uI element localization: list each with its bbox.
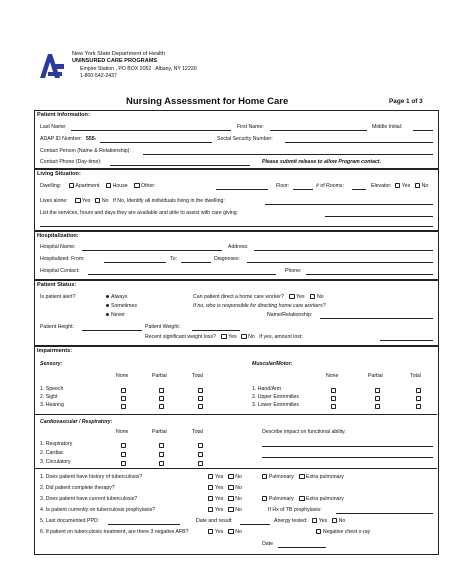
date-field[interactable]: [278, 547, 326, 548]
hospital-name-label: Hospital Name:: [40, 244, 76, 250]
name-relationship-field[interactable]: [320, 318, 433, 319]
cardiac-label: 2. Cardiac: [40, 450, 64, 456]
amount-lost-field[interactable]: [380, 340, 433, 341]
hospital-phone-label: Phone:: [285, 268, 302, 274]
diagnoses-field[interactable]: [247, 262, 433, 263]
sight-partial-checkbox[interactable]: [159, 396, 164, 401]
neg-chest-checkbox[interactable]: [316, 529, 321, 534]
middle-initial-field[interactable]: [413, 130, 433, 131]
page-number: Page 1 of 3: [389, 98, 423, 105]
org-program: UNINSURED CARE PROGRAMS: [72, 58, 158, 64]
diagnoses-label: Diagnoses:: [214, 256, 240, 262]
alert-never-option[interactable]: [106, 312, 125, 318]
services-field[interactable]: [325, 216, 433, 217]
neg-chest-row: [316, 529, 370, 535]
tb-q5: 5. Last documented PPD:: [40, 518, 100, 524]
tb-q4-no-label: No: [235, 507, 242, 514]
respiratory-none-checkbox[interactable]: [121, 443, 126, 448]
motor-total-header: Total: [410, 373, 421, 379]
nys-doh-logo-icon: [38, 50, 68, 80]
direct-yes-checkbox[interactable]: [289, 294, 294, 299]
circulatory-label: 3. Circulatory: [40, 459, 71, 465]
describe-impact-field-1[interactable]: [262, 446, 433, 447]
tb-q2-yes-label: Yes: [214, 485, 224, 492]
hospital-address-label: Address:: [228, 244, 249, 250]
elevator-yes-checkbox[interactable]: [395, 183, 400, 188]
hospitalization-heading: Hospitalization:: [37, 233, 79, 239]
ssn-label: Social Security Number:: [217, 136, 273, 142]
sight-total-checkbox[interactable]: [198, 396, 203, 401]
date-label: Date: [262, 541, 273, 547]
sight-none-checkbox[interactable]: [121, 396, 126, 401]
direct-worker-row: [193, 294, 324, 300]
direct-no-label: No: [316, 294, 324, 301]
tb-q2-yes-no: [208, 485, 242, 491]
org-name: New York State Department of Health: [72, 51, 165, 57]
tb-q1-types: [262, 474, 344, 480]
weight-loss-no-checkbox[interactable]: [241, 334, 246, 339]
contact-person-label: Contact Person (Name & Relationship):: [40, 148, 131, 154]
tb-q6: 6. If patient on tuberculosis treatment, are there 3 negative AFB?: [40, 529, 189, 535]
hospital-contact-label: Hospital Contact:: [40, 268, 80, 274]
speech-total-checkbox[interactable]: [198, 388, 203, 393]
cardio-none-header: None: [116, 429, 129, 435]
release-note: Please submit release to allow Program contact.: [262, 159, 382, 165]
hand-arm-label: 1. Hand/Arm: [252, 386, 282, 392]
tb-divider: [34, 468, 437, 469]
cardio-total-header: Total: [192, 429, 203, 435]
hearing-label: 3. Hearing: [40, 402, 64, 408]
date-result-label: Date and result:: [196, 518, 233, 524]
upper-extremities-none-checkbox[interactable]: [331, 396, 336, 401]
hospitalized-to-label: To:: [170, 256, 177, 262]
services-field-line2[interactable]: [40, 226, 433, 227]
respiratory-label: 1. Respiratory: [40, 441, 73, 447]
sight-label: 2. Sight: [40, 394, 58, 400]
other-dwelling-field[interactable]: [216, 189, 268, 190]
lower-extremities-partial-checkbox[interactable]: [375, 404, 380, 409]
last-name-label: Last Name:: [40, 124, 67, 130]
sensory-heading: Sensory:: [40, 361, 63, 367]
elevator-row: [371, 183, 428, 189]
hearing-partial-checkbox[interactable]: [159, 404, 164, 409]
patient-info-heading: Patient Information:: [37, 112, 90, 118]
cardiac-none-checkbox[interactable]: [121, 452, 126, 457]
cardio-heading: Cardiovascular / Respiratory:: [40, 419, 113, 425]
tb-q1: 1. Does patient have history of tuberculosis?: [40, 474, 143, 480]
other-label: Other:: [141, 183, 156, 190]
services-label: List the services, hours and days they are available and able to assist with care giving:: [40, 210, 239, 216]
tb-q3-types: [262, 496, 344, 502]
cardiac-total-checkbox[interactable]: [198, 452, 203, 457]
responsible-question: If no, who is responsible for directing home care workers?: [193, 303, 326, 309]
org-address: Empire Station , PO BOX 2052 . Albany, NY 12220: [80, 66, 197, 72]
q3-pulmonary-checkbox[interactable]: [262, 496, 267, 501]
household-members-field[interactable]: [265, 204, 433, 205]
lower-extremities-total-checkbox[interactable]: [416, 404, 421, 409]
sensory-total-header: Total: [192, 373, 203, 379]
name-relationship-label: Name/Relationship:: [267, 312, 313, 318]
org-phone: 1-800-542-2437: [80, 73, 117, 79]
last-name-field[interactable]: [71, 130, 231, 131]
upper-extremities-label: 2. Upper Extremities: [252, 394, 299, 400]
tb-q1-yes-no: [208, 474, 242, 480]
floor-label: Floor:: [276, 183, 290, 189]
floor-field[interactable]: [293, 189, 313, 190]
tb-q2-no-checkbox[interactable]: [228, 485, 233, 490]
hospitalized-from-field[interactable]: [104, 262, 166, 263]
height-label: Patient Height:: [40, 324, 75, 330]
living-heading: Living Situation:: [37, 171, 81, 177]
q1-extra-pulmonary-label: Extra pulmonary: [306, 474, 344, 481]
adap-id-field[interactable]: [100, 142, 212, 143]
tb-q3-no-label: No: [235, 496, 242, 503]
amount-lost-label: If yes, amount lost:: [259, 334, 303, 341]
rooms-label: # of Rooms:: [316, 183, 344, 189]
motor-none-header: None: [326, 373, 339, 379]
lives-alone-yes-checkbox[interactable]: [75, 198, 80, 203]
sometimes-label: Sometimes: [111, 303, 137, 309]
lives-alone-row: [40, 198, 225, 204]
motor-partial-header: Partial: [368, 373, 383, 379]
q1-extra-pulmonary-checkbox[interactable]: [299, 474, 304, 479]
respiratory-total-checkbox[interactable]: [198, 443, 203, 448]
direct-yes-label: Yes: [296, 294, 305, 301]
tb-q3: 3. Does patient have current tuberculosis?: [40, 496, 138, 502]
lives-alone-label: Lives alone:: [40, 198, 68, 205]
impairments-divider: [34, 414, 437, 415]
tb-q6-yes-label: Yes: [214, 529, 224, 536]
never-radio[interactable]: [106, 313, 109, 316]
tb-q6-no-checkbox[interactable]: [228, 529, 233, 534]
sensory-none-header: None: [116, 373, 129, 379]
alert-question: Is patient alert?: [40, 294, 76, 300]
hearing-total-checkbox[interactable]: [198, 404, 203, 409]
hand-arm-partial-checkbox[interactable]: [375, 388, 380, 393]
upper-extremities-partial-checkbox[interactable]: [375, 396, 380, 401]
tb-q4-no-checkbox[interactable]: [228, 507, 233, 512]
contact-person-field[interactable]: [143, 154, 433, 155]
anergy-row: [274, 518, 345, 524]
cardio-partial-header: Partial: [152, 429, 167, 435]
tb-q2-no-label: No: [235, 485, 242, 492]
weight-field[interactable]: [192, 330, 240, 331]
neg-chest-label: Negative chest x-ray: [322, 529, 371, 536]
describe-impact-field-2[interactable]: [262, 457, 433, 458]
sensory-partial-header: Partial: [152, 373, 167, 379]
sometimes-radio[interactable]: [106, 304, 109, 307]
hospitalized-from-label: Hospitalized: From:: [40, 256, 85, 262]
tb-q1-no-checkbox[interactable]: [228, 474, 233, 479]
tb-q3-no-checkbox[interactable]: [228, 496, 233, 501]
patient-status-heading: Patient Status:: [37, 282, 77, 288]
weight-loss-question: Recent significant weight loss?: [145, 334, 216, 341]
tb-q1-yes-checkbox[interactable]: [208, 474, 213, 479]
tb-q2-yes-checkbox[interactable]: [208, 485, 213, 490]
weight-loss-yes-label: Yes: [228, 334, 237, 341]
hearing-none-checkbox[interactable]: [121, 404, 126, 409]
hospital-phone-field[interactable]: [306, 274, 433, 275]
tb-q6-yes-checkbox[interactable]: [208, 529, 213, 534]
never-label: Never: [111, 312, 125, 318]
anergy-no-label: No: [338, 518, 346, 525]
ppd-date-field[interactable]: [108, 524, 180, 525]
describe-impact-label: Describe impact on functional ability.: [262, 429, 346, 435]
tb-q6-no-label: No: [235, 529, 242, 536]
circulatory-total-checkbox[interactable]: [198, 461, 203, 466]
lives-alone-no-label: No: [101, 198, 109, 205]
hospitalized-to-field[interactable]: [181, 262, 211, 263]
tb-q4-yes-checkbox[interactable]: [208, 507, 213, 512]
elevator-label: Elevator:: [371, 183, 392, 190]
contact-phone-label: Contact Phone (Day-time):: [40, 159, 102, 165]
impairments-heading: Impairments:: [37, 348, 73, 354]
house-checkbox[interactable]: [106, 183, 111, 188]
alert-sometimes-option[interactable]: [106, 303, 137, 309]
lower-extremities-label: 3. Lower Extremities: [252, 402, 299, 408]
upper-extremities-total-checkbox[interactable]: [416, 396, 421, 401]
dwelling-label: Dwelling:: [40, 183, 62, 190]
first-name-field[interactable]: [270, 130, 367, 131]
lives-alone-yes-label: Yes: [82, 198, 91, 205]
elevator-no-checkbox[interactable]: [415, 183, 420, 188]
adap-prefix: 555-: [86, 136, 97, 142]
cardiac-partial-checkbox[interactable]: [159, 452, 164, 457]
anergy-yes-checkbox[interactable]: [312, 518, 317, 523]
tb-q4: 4. Is patient currently on tuberculosis prophylaxis?: [40, 507, 156, 513]
always-label: Always: [111, 294, 128, 300]
direct-no-checkbox[interactable]: [310, 294, 315, 299]
apartment-checkbox[interactable]: [69, 183, 74, 188]
weight-loss-row: [145, 334, 303, 340]
form-title: Nursing Assessment for Home Care: [126, 96, 289, 107]
anergy-no-checkbox[interactable]: [332, 518, 337, 523]
hand-arm-total-checkbox[interactable]: [416, 388, 421, 393]
weight-loss-no-label: No: [248, 334, 255, 341]
speech-none-checkbox[interactable]: [121, 388, 126, 393]
other-checkbox[interactable]: [134, 183, 139, 188]
tb-q4-yes-no: [208, 507, 242, 513]
q1-pulmonary-label: Pulmonary: [268, 474, 294, 481]
height-field[interactable]: [82, 330, 142, 331]
identify-label: If No, Identify all individuals living in the dwelling:: [112, 198, 225, 205]
hospital-address-field[interactable]: [254, 250, 433, 251]
direct-worker-question: Can patient direct a home care worker?: [193, 294, 284, 301]
q3-pulmonary-label: Pulmonary: [268, 496, 294, 503]
weight-loss-yes-checkbox[interactable]: [221, 334, 226, 339]
circulatory-partial-checkbox[interactable]: [159, 461, 164, 466]
always-radio[interactable]: [106, 295, 109, 298]
weight-label: Patient Weight:: [145, 324, 181, 330]
circulatory-none-checkbox[interactable]: [121, 461, 126, 466]
q3-extra-pulmonary-checkbox[interactable]: [299, 496, 304, 501]
tb-q2: 2. Did patient complete therapy?: [40, 485, 115, 491]
q3-extra-pulmonary-label: Extra pulmonary: [306, 496, 344, 503]
date-result-field[interactable]: [240, 524, 270, 525]
tb-q4-yes-label: Yes: [214, 507, 224, 514]
apartment-label: Apartment: [75, 183, 100, 190]
anergy-yes-label: Yes: [318, 518, 328, 525]
speech-label: 1. Speech: [40, 386, 64, 392]
ssn-field[interactable]: [285, 142, 433, 143]
tb-hx-label: If Hx of TB prophylaxis:: [268, 507, 322, 513]
house-label: House: [112, 183, 128, 190]
adap-id-label: ADAP ID Number:: [40, 136, 82, 142]
tb-q3-yes-no: [208, 496, 242, 502]
hospital-name-field[interactable]: [82, 250, 222, 251]
contact-phone-field[interactable]: [110, 165, 250, 166]
tb-q6-yes-no: [208, 529, 242, 535]
tb-q1-no-label: No: [235, 474, 242, 481]
lives-alone-no-checkbox[interactable]: [95, 198, 100, 203]
tb-q3-yes-label: Yes: [214, 496, 224, 503]
alert-always-option[interactable]: [106, 294, 127, 300]
lower-extremities-none-checkbox[interactable]: [331, 404, 336, 409]
anergy-label: Anergy tested:: [274, 518, 308, 525]
rooms-field[interactable]: [352, 189, 366, 190]
respiratory-partial-checkbox[interactable]: [159, 443, 164, 448]
dwelling-row: [40, 183, 155, 189]
tb-q1-yes-label: Yes: [214, 474, 224, 481]
tb-hx-field[interactable]: [336, 513, 433, 514]
elevator-no-label: No: [421, 183, 429, 190]
hand-arm-none-checkbox[interactable]: [331, 388, 336, 393]
first-name-label: First Name:: [237, 124, 264, 130]
tb-q3-yes-checkbox[interactable]: [208, 496, 213, 501]
speech-partial-checkbox[interactable]: [159, 388, 164, 393]
q1-pulmonary-checkbox[interactable]: [262, 474, 267, 479]
elevator-yes-label: Yes: [401, 183, 411, 190]
middle-initial-label: Middle Initial:: [372, 124, 403, 130]
motor-heading: Muscular/Motor:: [252, 361, 293, 367]
hospital-contact-field[interactable]: [88, 274, 276, 275]
